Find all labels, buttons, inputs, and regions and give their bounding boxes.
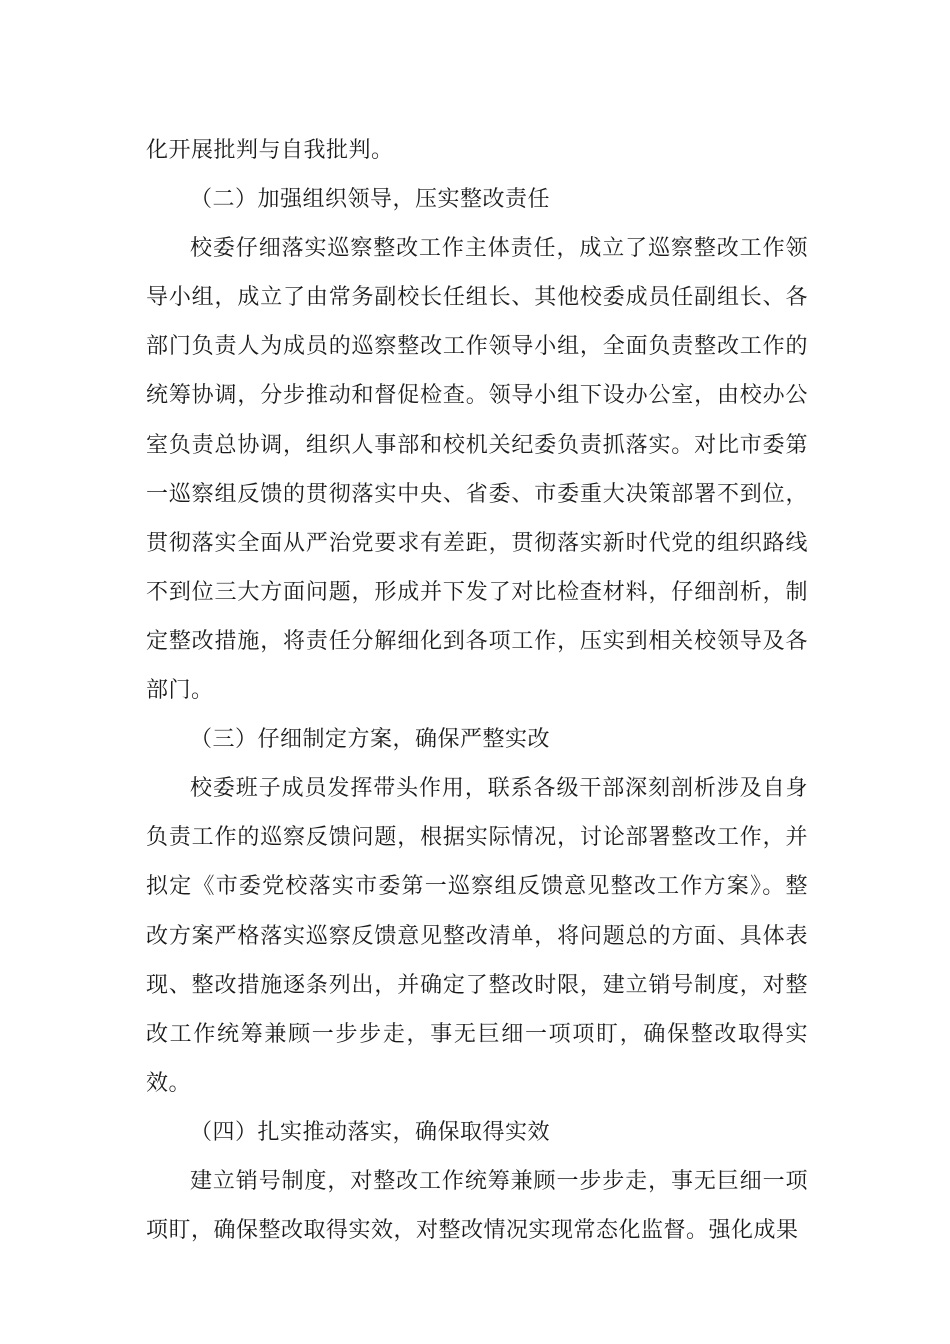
section-heading-4: （四）扎实推动落实，确保取得实效 xyxy=(190,1119,551,1145)
section-heading-3: （三）仔细制定方案，确保严整实改 xyxy=(190,727,551,753)
paragraph-section-2: 校委仔细落实巡察整改工作主体责任，成立了巡察整改工作领导小组，成立了由常务副校长任组长、其他校委成员任副组长、各部门负责人为成员的巡察整改工作领导小组，全面负责整改工作的统筹协调，分步推动和督促检查。领导小组下设办公室，由校办公室负责总协调，组织人事部和校机关纪委负责抓落实。对比市委第一巡察组反馈的贯彻落实中央、省委、市委重大决策部署不到位，贯彻落实全面从严治党要求有差距，贯彻落实新时代党的组织路线不到位三大方面问题，形成并下发了对比检查材料，仔细剖析，制定整改措施，将责任分解细化到各项工作，压实到相关校领导及各部门。 xyxy=(146,236,808,704)
paragraph-continuation: 化开展批判与自我批判。 xyxy=(146,138,394,163)
paragraph-section-4: 建立销号制度，对整改工作统筹兼顾一步步走，事无巨细一项项盯，确保整改取得实效，对整改情况实现常态化监督。强化成果 xyxy=(146,1168,808,1244)
document-body xyxy=(146,126,808,1255)
paragraph-section-3: 校委班子成员发挥带头作用，联系各级干部深刻剖析涉及自身负责工作的巡察反馈问题，根据实际情况，讨论部署整改工作，并拟定《市委党校落实市委第一巡察组反馈意见整改工作方案》。整改方案严格落实巡察反馈意见整改清单，将问题总的方面、具体表现、整改措施逐条列出，并确定了整改时限，建立销号制度，对整改工作统筹兼顾一步步走，事无巨细一项项盯，确保整改取得实效。 xyxy=(146,776,808,1096)
section-heading-2: （二）加强组织领导，压实整改责任 xyxy=(190,187,551,213)
